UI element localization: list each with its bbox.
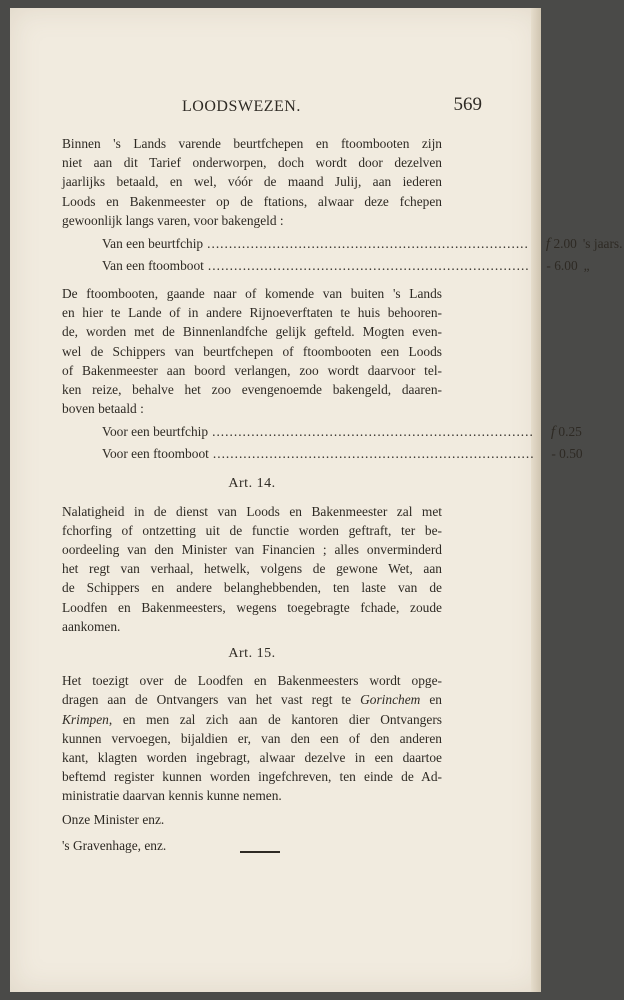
text-segment: dragen aan de Ontvangers van het vast regt te (62, 692, 361, 708)
article-14-heading: Art. 14. (228, 476, 276, 492)
tariff-amount (533, 234, 577, 254)
text-line: Binnen 's Lands varende beurtfchepen en ftoombooten zijn (62, 136, 442, 151)
text-line: kant, klagten worden ingebragt, alwaar dezelve in een daartoe (62, 750, 442, 766)
tariff-row (102, 444, 583, 466)
paragraph-steamboats (62, 284, 442, 418)
text-line: Het toezigt over de Loodfen en Bakenmeesters wordt opge- (62, 673, 442, 689)
dot-leader: .......................................................................... (207, 236, 529, 252)
amount-value: 0.50 (559, 446, 583, 462)
currency-sign: f (550, 424, 556, 441)
article-15-heading: Art. 15. (228, 646, 276, 662)
currency-sign: f (545, 236, 551, 253)
dot-leader: .......................................................................... (207, 258, 530, 274)
text-line: De ftoombooten, gaande naar of komende van buiten 's Lands (62, 286, 442, 302)
amount-value: 6.00 (554, 258, 578, 274)
closing-rule (240, 851, 280, 853)
article-15-text (62, 671, 442, 805)
text-line: fchorfing of ontzetting uit de functie worden geftraft, ter be- (62, 522, 442, 538)
tariff-row (102, 256, 590, 278)
text-line: Loodfen en Bakenmeesters, wegens toegebragte fchade, zoude (62, 599, 442, 615)
tariff-amount (539, 444, 583, 463)
dot-leader: .......................................................................... (212, 424, 534, 440)
tariff-unit: „ (583, 258, 590, 274)
page-header (182, 94, 482, 118)
text-line: gewoonlijk langs varen, voor bakengeld : (62, 212, 284, 228)
signoff-place: 's Gravenhage, enz. (62, 837, 167, 853)
tariff-unit: 's jaars. (582, 236, 623, 252)
text-line (62, 710, 442, 729)
annual-tariff-table (102, 234, 623, 278)
book-page (10, 8, 623, 992)
per-trip-tariff-table (102, 422, 583, 466)
text-line: aankomen. (62, 618, 121, 634)
text-line: kunnen vervoegen, bijaldien er, van den een of den anderen (62, 730, 442, 746)
page-number: 569 (453, 94, 482, 115)
text-segment: en (420, 692, 442, 708)
signoff-minister: Onze Minister enz. (62, 811, 165, 827)
text-line: Nalatigheid in de dienst van Loods en Bakenmeester zal met (62, 503, 442, 519)
text-line: de, worden met de Binnenlandfche gelijk gefteld. Mogten even- (62, 324, 442, 340)
text-line: oordeeling van den Minister van Financien ; alles onverminderd (62, 542, 442, 558)
running-title: LOODSWEZEN. (182, 98, 301, 115)
text-line: niet aan dit Tarief onderworpen, doch wordt door dezelven (62, 155, 442, 171)
tariff-amount (534, 256, 578, 275)
tariff-row (102, 422, 582, 444)
city-name-italic: Gorinchem (360, 692, 421, 708)
currency-sign: - (546, 258, 551, 274)
currency-sign: - (551, 446, 556, 462)
paragraph-inland-vessels (62, 134, 442, 230)
article-14-text (62, 502, 442, 636)
page-body (62, 134, 623, 858)
text-segment: , en men zal zich aan de kantoren dier Ontvangers (108, 711, 442, 727)
text-line: het regt van verhaal, hetwelk, volgens de gewone Wet, aan (62, 561, 442, 577)
text-line: wel de Schippers van beurtfchepen of ftoombooten een Loods (62, 343, 442, 359)
tariff-label: Voor een ftoomboot (102, 446, 209, 462)
text-line: ken reize, behalve het zoo evengenoemde bakengeld, daaren- (62, 382, 442, 398)
tariff-label: Van een ftoomboot (102, 258, 204, 274)
text-line: beftemd register kunnen worden ingefchreven, ten einde de Ad- (62, 769, 442, 785)
text-line: de Schippers en andere belanghebbenden, ten laste van de (62, 580, 442, 596)
text-line: jaarlijks betaald, en wel, vóór de maand Julij, aan iederen (62, 174, 442, 190)
tariff-label: Van een beurtfchip (102, 236, 204, 252)
text-line: boven betaald : (62, 401, 144, 417)
tariff-amount (538, 422, 582, 442)
text-line: en hier te Lande of in andere Rijnoeverftaten te huis behooren- (62, 305, 442, 321)
tariff-label: Voor een beurtfchip (102, 424, 209, 440)
text-line: ministratie daarvan kennis kunne nemen. (62, 788, 282, 804)
dot-leader: .......................................................................... (212, 446, 535, 462)
amount-value: 2.00 (553, 236, 577, 252)
tariff-row (102, 234, 623, 256)
amount-value: 0.25 (558, 424, 582, 440)
text-line: of Bakenmeester aan boord verlangen, zoo wordt daarvoor tel- (62, 362, 442, 378)
text-line: Loods en Bakenmeester op de ftations, alwaar deze fchepen (62, 193, 442, 209)
city-name-italic: Krimpen (62, 711, 109, 727)
text-line (62, 690, 442, 709)
page-edge (531, 8, 541, 992)
